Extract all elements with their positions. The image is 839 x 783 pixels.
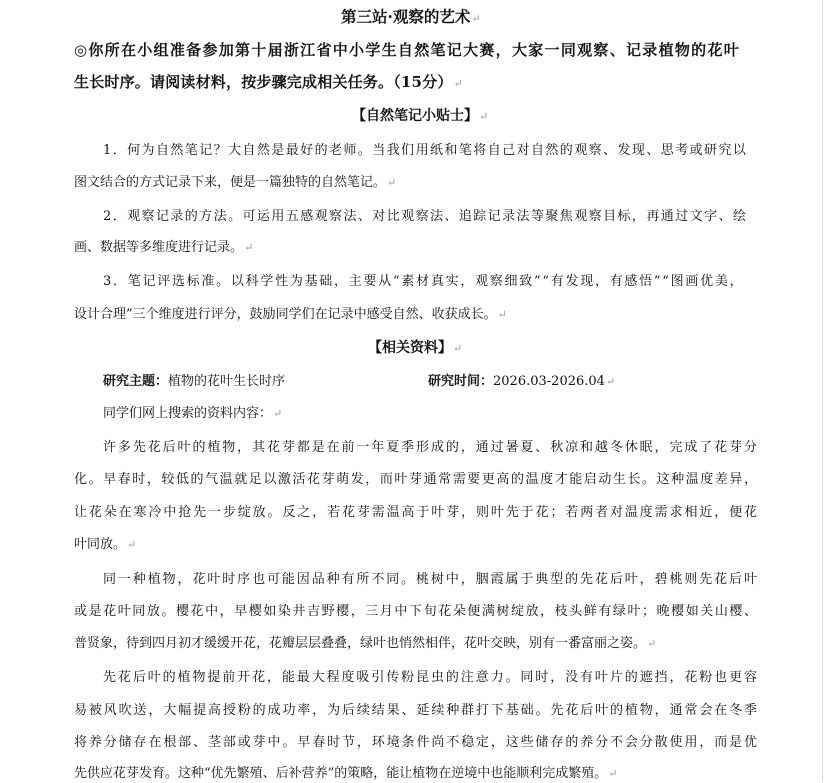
paragraph-mark: ↵	[647, 637, 657, 650]
para-3-line-1	[103, 669, 759, 687]
tips-heading-text: 【自然笔记小贴士】	[352, 108, 478, 124]
para-1-line-4	[74, 536, 136, 554]
tip-3-line-2	[74, 306, 507, 324]
para-3-line-2	[74, 702, 759, 720]
paragraph-mark: ↵	[453, 342, 463, 355]
tip-1-text-1: 1．何为自然笔记？大自然是最好的老师。当我们用纸和笔将自己对自然的观察、发现、思考或研究以	[103, 143, 748, 158]
research-topic	[103, 373, 285, 391]
paragraph-mark: ↵	[479, 110, 489, 123]
paragraph-mark: ↵	[244, 241, 254, 254]
para-3-line-4	[74, 765, 618, 783]
paragraph-mark: ↵	[497, 308, 507, 321]
tip-2-text-1: 2．观察记录的方法。可运用五感观察法、对比观察法、追踪记录法等聚焦观察目标，再通过文字、绘	[103, 209, 748, 224]
paragraph-mark: ↵	[605, 375, 616, 388]
para-3-text-3: 将养分储存在根部、茎部或芽中。早春时节，环境条件尚不稳定，这些储存的养分不会分散使用，而是优	[74, 735, 759, 750]
search-intro-text: 同学们网上搜索的资料内容：	[103, 406, 273, 421]
para-1-text-3: 让花朵在寒冷中抢先一步绽放。反之，若花芽需温高于叶芽，则叶先于花；若两者对温度需求相近，便花	[74, 505, 759, 520]
station-title	[341, 8, 481, 28]
materials-heading	[368, 339, 462, 358]
search-intro	[103, 405, 282, 423]
tip-3-text-1: 3．笔记评选标准。以科学性为基础，主要从“素材真实，观察细致”“有发现，有感悟”“图画优美，	[103, 274, 745, 289]
para-2-line-1	[103, 571, 759, 589]
para-1-text-2: 化。早春时，较低的气温就足以激活花芽萌发，而叶芽通常需要更高的温度才能启动生长。这种温度差异，	[74, 472, 759, 487]
station-title-text: 第三站·观察的艺术	[341, 7, 471, 26]
para-3-text-1: 先花后叶的植物提前开花，能最大程度吸引传粉昆虫的注意力。同时，没有叶片的遮挡，花粉也更容	[103, 670, 759, 685]
para-2-line-2	[74, 603, 759, 621]
intro-text-2: 生长时序。请阅读材料，按步骤完成相关任务。（15分）	[74, 73, 453, 91]
tip-3-text-2: 设计合理”三个维度进行评分，鼓励同学们在记录中感受自然、收获成长。	[74, 307, 497, 322]
para-3-line-3	[74, 734, 759, 752]
paragraph-mark: ↵	[608, 767, 618, 780]
intro-text-1: ◎你所在小组准备参加第十届浙江省中小学生自然笔记大赛，大家一同观察、记录植物的花叶	[74, 41, 741, 59]
research-time-label: 研究时间：	[428, 374, 494, 389]
page-edge-rule	[822, 0, 823, 781]
tip-3-line-1	[103, 273, 744, 291]
para-1-text-1: 许多先花后叶的植物，其花芽都是在前一年夏季形成的，通过暑夏、秋凉和越冬休眠，完成了花芽分	[103, 440, 759, 455]
para-3-text-4: 先供应花芽发育。这种“优先繁殖、后补营养”的策略，能让植物在逆境中也能顺利完成繁殖。	[74, 766, 608, 781]
paragraph-mark: ↵	[387, 176, 397, 189]
para-2-text-3: 普贤象，待到四月初才缓缓开花，花瓣层层叠叠，绿叶也悄然相伴，花叶交映，别有一番富丽之姿。	[74, 636, 647, 651]
paragraph-mark: ↵	[273, 407, 283, 420]
para-2-line-3	[74, 635, 656, 653]
materials-heading-text: 【相关资料】	[368, 340, 452, 356]
tip-2-text-2: 画、数据等多维度进行记录。	[74, 240, 244, 255]
paragraph-mark: ↵	[471, 12, 481, 25]
para-1-text-4: 叶同放。	[74, 537, 127, 552]
para-2-text-2: 或是花叶同放。樱花中，早樱如染井吉野樱，三月中下旬花朵便满树绽放，枝头鲜有绿叶；晚樱如关山樱、	[74, 604, 759, 619]
tip-2-line-2	[74, 239, 253, 257]
paragraph-mark: ↵	[127, 538, 137, 551]
para-1-line-3	[74, 504, 759, 522]
tip-2-line-1	[103, 208, 747, 226]
para-1-line-2	[74, 471, 759, 489]
tip-1-text-2: 图文结合的方式记录下来，便是一篇独特的自然笔记。	[74, 175, 387, 190]
tip-1-line-2	[74, 174, 396, 192]
para-3-text-2: 易被风吹送，大幅提高授粉的成功率，为后续结果、延续种群打下基础。先花后叶的植物，通常会在冬季	[74, 703, 759, 718]
tip-1-line-1	[103, 142, 747, 160]
research-topic-value: 植物的花叶生长时序	[168, 374, 286, 389]
para-1-line-1	[103, 439, 759, 457]
research-time	[428, 373, 615, 391]
intro-line-2	[74, 73, 463, 93]
para-2-text-1: 同一种植物，花叶时序也可能因品种有所不同。桃树中，胭霞属于典型的先花后叶，碧桃则先花后叶	[103, 572, 759, 587]
intro-line-1	[74, 41, 740, 59]
research-topic-label: 研究主题：	[103, 374, 169, 389]
research-time-value: 2026.03-2026.04	[493, 374, 605, 389]
paragraph-mark: ↵	[453, 77, 463, 90]
tips-heading	[352, 107, 488, 126]
